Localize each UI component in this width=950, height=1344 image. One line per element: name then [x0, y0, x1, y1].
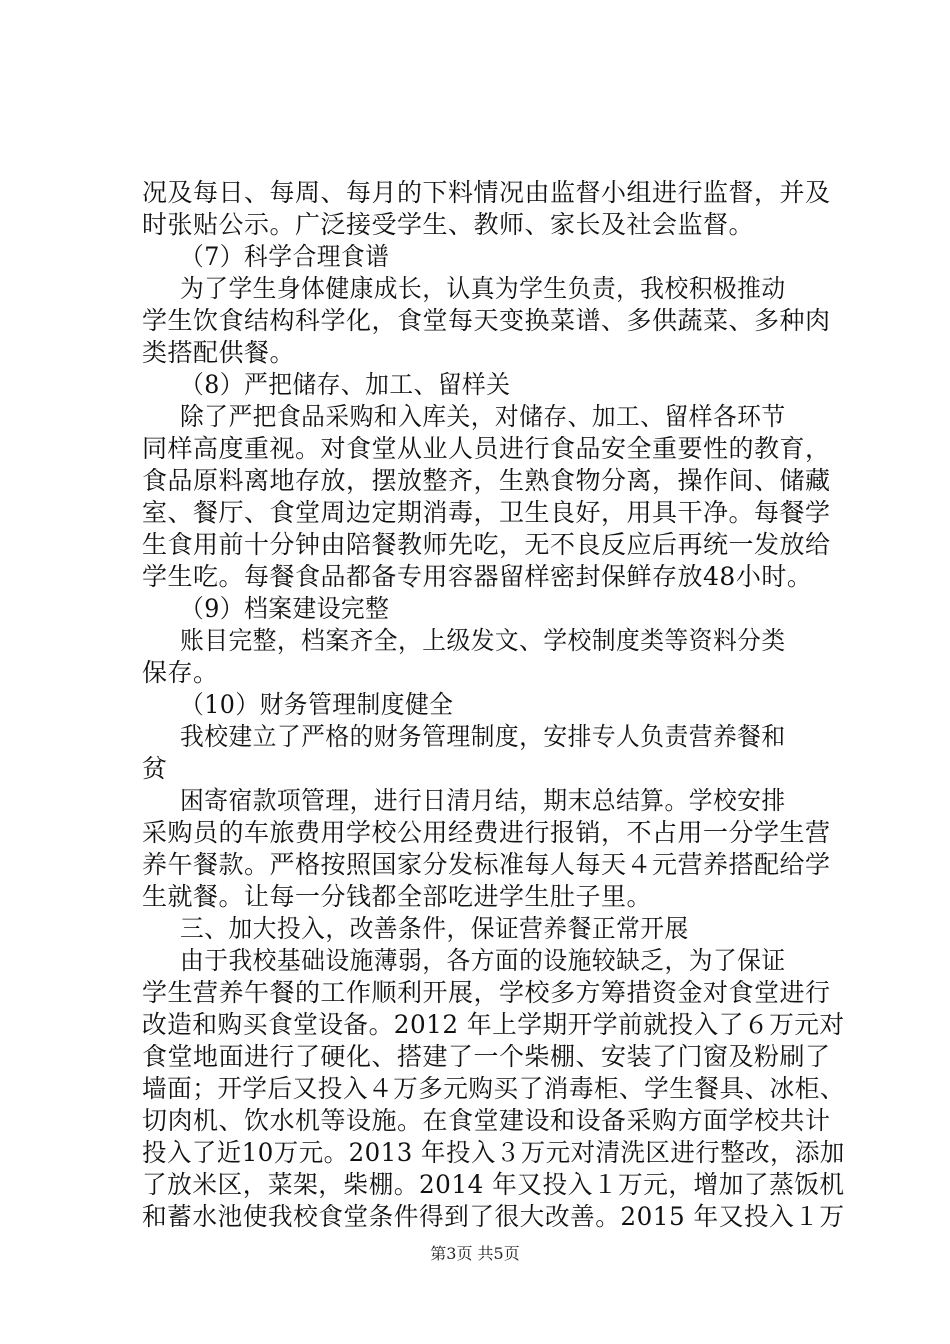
body-text-line: 食品原料离地存放，摆放整齐，生熟食物分离，操作间、储藏 — [142, 466, 831, 495]
body-text-line: 生食用前十分钟由陪餐教师先吃，无不良反应后再统一发放给 — [142, 530, 831, 559]
section-heading: （9）档案建设完整 — [180, 594, 390, 623]
body-text-line: 了放米区，菜架，柴棚。2014 年又投入１万元，增加了蒸饭机 — [142, 1170, 845, 1199]
body-text-line: 改造和购买食堂设备。2012 年上学期开学前就投入了６万元对 — [142, 1010, 845, 1039]
body-text-line: 切肉机、饮水机等设施。在食堂建设和设备采购方面学校共计 — [142, 1106, 831, 1135]
body-text-line: 保存。 — [142, 658, 219, 687]
paragraph-first-line: 账目完整，档案齐全，上级发文、学校制度类等资料分类 — [180, 626, 786, 655]
paragraph-first-line: 为了学生身体健康成长，认真为学生负责，我校积极推动 — [180, 274, 786, 303]
section-heading: （7）科学合理食谱 — [180, 242, 390, 271]
body-text-line: 采购员的车旅费用学校公用经费进行报销，不占用一分学生营 — [142, 818, 831, 847]
paragraph-first-line: 由于我校基础设施薄弱，各方面的设施较缺乏，为了保证 — [180, 946, 786, 975]
body-text-line: 生就餐。让每一分钱都全部吃进学生肚子里。 — [142, 882, 653, 911]
section-heading: （10）财务管理制度健全 — [180, 690, 454, 719]
body-text-line: 类搭配供餐。 — [142, 338, 296, 367]
paragraph-first-line: 困寄宿款项管理，进行日清月结，期末总结算。学校安排 — [180, 786, 786, 815]
paragraph-first-line: 除了严把食品采购和入库关，对储存、加工、留样各环节 — [180, 402, 786, 431]
body-text-line: 学生营养午餐的工作顺利开展，学校多方筹措资金对食堂进行 — [142, 978, 831, 1007]
body-text-line: 学生吃。每餐食品都备专用容器留样密封保鲜存放48小时。 — [142, 562, 813, 591]
body-text-line: 时张贴公示。广泛接受学生、教师、家长及社会监督。 — [142, 210, 755, 239]
body-text-line: 和蓄水池使我校食堂条件得到了很大改善。2015 年又投入１万 — [142, 1202, 845, 1231]
body-text-line: 养午餐款。严格按照国家分发标准每人每天４元营养搭配给学 — [142, 850, 831, 879]
body-text-line: 室、餐厅、食堂周边定期消毒，卫生良好，用具干净。每餐学 — [142, 498, 831, 527]
section-heading: 三、加大投入，改善条件，保证营养餐正常开展 — [180, 914, 689, 943]
body-text-line: 食堂地面进行了硬化、搭建了一个柴棚、安装了门窗及粉刷了 — [142, 1042, 831, 1071]
body-text-line: 同样高度重视。对食堂从业人员进行食品安全重要性的教育， — [142, 434, 831, 463]
body-text-line: 况及每日、每周、每月的下料情况由监督小组进行监督，并及 — [142, 178, 831, 207]
body-text-line: 学生饮食结构科学化，食堂每天变换菜谱、多供蔬菜、多种肉 — [142, 306, 831, 335]
paragraph-first-line: 我校建立了严格的财务管理制度，安排专人负责营养餐和 — [180, 722, 786, 751]
body-text-line: 投入了近10万元。2013 年投入３万元对清洗区进行整改，添加 — [142, 1138, 845, 1167]
body-text-line: 墙面；开学后又投入４万多元购买了消毒柜、学生餐具、冰柜、 — [142, 1074, 846, 1103]
page-number-footer: 第3页 共5页 — [430, 1244, 520, 1263]
section-heading: （8）严把储存、加工、留样关 — [180, 370, 511, 399]
body-text-line: 贫 — [142, 754, 168, 783]
